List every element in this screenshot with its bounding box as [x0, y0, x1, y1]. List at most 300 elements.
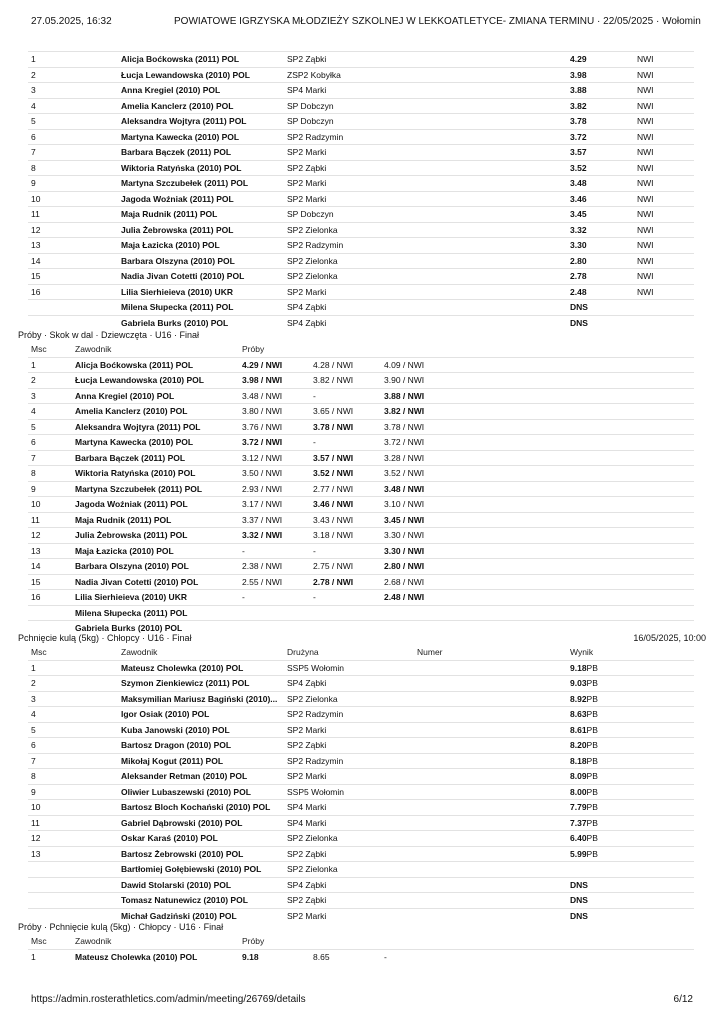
table-row: [28, 862, 694, 878]
place-cell: [28, 862, 118, 878]
athlete-name: Maja Rudnik (2011) POL: [72, 512, 239, 528]
athlete-name: Igor Osiak (2010) POL: [118, 707, 284, 723]
place-cell: 11: [28, 512, 72, 528]
place-cell: 4: [28, 404, 72, 420]
athlete-name: Amelia Kanclerz (2010) POL: [118, 98, 284, 114]
attempt-2: -: [310, 435, 381, 451]
place-cell: 9: [28, 481, 72, 497]
place-cell: [28, 315, 118, 330]
attempt-3: 3.78 / NWI: [381, 419, 452, 435]
athlete-name: Mateusz Cholewka (2010) POL: [118, 660, 284, 676]
team-cell: SP2 Ząbki: [284, 846, 414, 862]
place-cell: 13: [28, 543, 72, 559]
pb-badge: PB: [586, 848, 598, 859]
table-row: [28, 528, 694, 544]
result-cell: [567, 815, 694, 831]
spacer-cell: [452, 357, 694, 373]
spacer-cell: [452, 497, 694, 513]
place-cell: 8: [28, 160, 118, 176]
attempt-2: [310, 605, 381, 621]
table-header-row: [28, 342, 694, 357]
table-row: [28, 815, 694, 831]
attempt-3: 4.09 / NWI: [381, 357, 452, 373]
attempt-3: 3.48 / NWI: [381, 481, 452, 497]
athlete-name: Julia Żebrowska (2011) POL: [72, 528, 239, 544]
team-cell: SP2 Radzymin: [284, 753, 414, 769]
attempt-1: 9.18: [239, 949, 310, 964]
spacer-cell: [452, 512, 694, 528]
athlete-name: Nadia Jivan Cotetti (2010) POL: [72, 574, 239, 590]
attempt-2: 2.77 / NWI: [310, 481, 381, 497]
place-cell: 3: [28, 691, 118, 707]
table-row: [28, 753, 694, 769]
place-cell: 4: [28, 707, 118, 723]
athlete-name: Martyna Szczubełek (2011) POL: [72, 481, 239, 497]
place-cell: 3: [28, 388, 72, 404]
team-cell: SP2 Radzymin: [284, 707, 414, 723]
athlete-name: Julia Żebrowska (2011) POL: [118, 222, 284, 238]
result-cell: 2.78: [567, 269, 634, 285]
athlete-name: Alicja Boćkowska (2011) POL: [72, 357, 239, 373]
result-value: 8.20: [570, 740, 587, 750]
attempt-2: 3.18 / NWI: [310, 528, 381, 544]
column-header-place: Msc: [31, 936, 47, 946]
attempt-3: 3.90 / NWI: [381, 373, 452, 389]
table-row: [28, 300, 694, 316]
number-cell: [414, 846, 567, 862]
table-row: [28, 129, 694, 145]
attempt-1: 4.29 / NWI: [239, 357, 310, 373]
result-cell: [567, 831, 694, 847]
place-cell: 1: [28, 660, 118, 676]
page-header: [0, 16, 724, 30]
team-cell: SP2 Zielonka: [284, 269, 567, 285]
column-header-team: Drużyna: [287, 647, 319, 657]
place-cell: 2: [28, 373, 72, 389]
team-cell: SP4 Marki: [284, 815, 414, 831]
attempt-2: -: [310, 388, 381, 404]
table-row: [28, 52, 694, 68]
athlete-name: Aleksander Retman (2010) POL: [118, 769, 284, 785]
place-cell: 16: [28, 284, 118, 300]
spacer-cell: [452, 559, 694, 575]
attempt-3: 3.88 / NWI: [381, 388, 452, 404]
note-cell: NWI: [634, 52, 694, 68]
result-cell: [567, 738, 694, 754]
number-cell: [414, 908, 567, 923]
pb-badge: PB: [586, 755, 598, 766]
table-row: [28, 800, 694, 816]
table-row: [28, 388, 694, 404]
table-row: [28, 114, 694, 130]
result-value: DNS: [570, 895, 588, 905]
table-row: [28, 373, 694, 389]
table-row: [28, 676, 694, 692]
team-cell: SP Dobczyn: [284, 114, 567, 130]
place-cell: 4: [28, 98, 118, 114]
attempt-3: 3.28 / NWI: [381, 450, 452, 466]
place-cell: 14: [28, 559, 72, 575]
note-cell: NWI: [634, 98, 694, 114]
spacer-cell: [452, 404, 694, 420]
attempt-2: 3.43 / NWI: [310, 512, 381, 528]
team-cell: SP2 Marki: [284, 176, 567, 192]
result-cell: 3.30: [567, 238, 634, 254]
spacer-cell: [452, 590, 694, 606]
table-row: [28, 722, 694, 738]
place-cell: 13: [28, 846, 118, 862]
table-row: [28, 691, 694, 707]
place-cell: 1: [28, 52, 118, 68]
table-row: [28, 284, 694, 300]
attempt-1: 2.93 / NWI: [239, 481, 310, 497]
table-row: [28, 497, 694, 513]
result-value: 8.00: [570, 786, 587, 797]
attempt-1: -: [239, 543, 310, 559]
athlete-name: Mikołaj Kogut (2011) POL: [118, 753, 284, 769]
team-cell: SP2 Marki: [284, 722, 414, 738]
team-cell: SP4 Ząbki: [284, 315, 567, 330]
athlete-name: Dawid Stolarski (2010) POL: [118, 877, 284, 893]
result-cell: 3.45: [567, 207, 634, 223]
table-row: [28, 543, 694, 559]
table-row: [28, 908, 694, 923]
pb-badge: PB: [586, 693, 598, 704]
number-cell: [414, 831, 567, 847]
athlete-name: Aleksandra Wojtyra (2011) POL: [72, 419, 239, 435]
pb-badge: PB: [586, 740, 598, 750]
place-cell: [28, 908, 118, 923]
attempt-3: 3.30 / NWI: [381, 528, 452, 544]
table-row: [28, 222, 694, 238]
pb-badge: PB: [586, 817, 598, 828]
spacer-cell: [452, 388, 694, 404]
athlete-name: Milena Słupecka (2011) POL: [118, 300, 284, 316]
place-cell: 10: [28, 191, 118, 207]
team-cell: SP2 Zielonka: [284, 831, 414, 847]
table-row: [28, 98, 694, 114]
column-header-place: Msc: [31, 344, 47, 354]
athlete-name: Barbara Bączek (2011) POL: [72, 450, 239, 466]
attempt-1: 3.98 / NWI: [239, 373, 310, 389]
result-cell: 3.32: [567, 222, 634, 238]
spacer-cell: [452, 435, 694, 451]
athlete-name: Martyna Kawecka (2010) POL: [72, 435, 239, 451]
result-value: DNS: [570, 910, 588, 921]
attempt-2: 3.65 / NWI: [310, 404, 381, 420]
team-cell: SSP5 Wołomin: [284, 660, 414, 676]
note-cell: NWI: [634, 129, 694, 145]
athlete-name: Bartłomiej Gołębiewski (2010) POL: [118, 862, 284, 878]
athlete-name: Wiktoria Ratyńska (2010) POL: [72, 466, 239, 482]
team-cell: SP2 Zielonka: [284, 862, 414, 878]
athlete-name: Mateusz Cholewka (2010) POL: [72, 949, 239, 964]
attempt-1: 3.12 / NWI: [239, 450, 310, 466]
athlete-name: Nadia Jivan Cotetti (2010) POL: [118, 269, 284, 285]
pb-badge: PB: [586, 802, 598, 812]
place-cell: 15: [28, 269, 118, 285]
table-row: [28, 145, 694, 161]
table-row: [28, 357, 694, 373]
team-cell: SP4 Marki: [284, 83, 567, 99]
pb-badge: PB: [586, 724, 598, 735]
table-row: [28, 769, 694, 785]
team-cell: SP2 Marki: [284, 769, 414, 785]
shot-put-title: Pchnięcie kulą (5kg) · Chłopcy · U16 · Finał: [18, 633, 192, 643]
table-row: [28, 590, 694, 606]
place-cell: [28, 877, 118, 893]
attempt-1: 3.76 / NWI: [239, 419, 310, 435]
athlete-name: Gabriel Dąbrowski (2010) POL: [118, 815, 284, 831]
attempt-3: 3.45 / NWI: [381, 512, 452, 528]
note-cell: [634, 300, 694, 316]
table-row: [28, 67, 694, 83]
result-value: DNS: [570, 879, 588, 890]
athlete-name: Maja Łazicka (2010) POL: [72, 543, 239, 559]
number-cell: [414, 862, 567, 878]
table-row: [28, 269, 694, 285]
athlete-name: Bartosz Żebrowski (2010) POL: [118, 846, 284, 862]
place-cell: 16: [28, 590, 72, 606]
place-cell: 8: [28, 466, 72, 482]
pb-badge: PB: [586, 833, 598, 843]
result-cell: [567, 784, 694, 800]
result-cell: [567, 893, 694, 909]
table-row: [28, 707, 694, 723]
athlete-name: Alicja Boćkowska (2011) POL: [118, 52, 284, 68]
spacer-cell: [452, 528, 694, 544]
result-value: 8.09: [570, 771, 587, 781]
number-cell: [414, 738, 567, 754]
attempt-1: [239, 605, 310, 621]
athlete-name: Amelia Kanclerz (2010) POL: [72, 404, 239, 420]
result-cell: [567, 877, 694, 893]
attempt-3: 3.72 / NWI: [381, 435, 452, 451]
spacer-cell: [452, 450, 694, 466]
pb-badge: PB: [586, 786, 598, 797]
result-value: 9.03: [570, 678, 587, 688]
place-cell: 5: [28, 722, 118, 738]
number-cell: [414, 815, 567, 831]
table-row: [28, 253, 694, 269]
place-cell: 13: [28, 238, 118, 254]
shot-put-datetime: 16/05/2025, 10:00: [633, 633, 706, 643]
attempt-3: 2.48 / NWI: [381, 590, 452, 606]
pb-badge: PB: [586, 678, 598, 688]
team-cell: SP4 Ząbki: [284, 877, 414, 893]
table-row: [28, 238, 694, 254]
attempt-1: 3.32 / NWI: [239, 528, 310, 544]
place-cell: 9: [28, 176, 118, 192]
place-cell: 6: [28, 435, 72, 451]
place-cell: 5: [28, 114, 118, 130]
place-cell: 10: [28, 800, 118, 816]
table-row: [28, 574, 694, 590]
team-cell: SP2 Marki: [284, 191, 567, 207]
note-cell: NWI: [634, 222, 694, 238]
column-header-athlete: Zawodnik: [75, 344, 112, 354]
athlete-name: Kuba Janowski (2010) POL: [118, 722, 284, 738]
attempt-3: 3.82 / NWI: [381, 404, 452, 420]
attempt-1: 2.38 / NWI: [239, 559, 310, 575]
attempt-3: 3.30 / NWI: [381, 543, 452, 559]
note-cell: NWI: [634, 83, 694, 99]
result-cell: 3.57: [567, 145, 634, 161]
place-cell: 12: [28, 528, 72, 544]
column-header-attempts: Próby: [242, 344, 265, 354]
place-cell: [28, 893, 118, 909]
place-cell: 15: [28, 574, 72, 590]
result-cell: 2.80: [567, 253, 634, 269]
shot-put-results-table: [28, 645, 694, 923]
result-cell: DNS: [567, 300, 634, 316]
athlete-name: Michał Gadziński (2010) POL: [118, 908, 284, 923]
team-cell: SP4 Ząbki: [284, 676, 414, 692]
team-cell: SP2 Marki: [284, 908, 414, 923]
table-row: [28, 831, 694, 847]
athlete-name: Barbara Olszyna (2010) POL: [118, 253, 284, 269]
note-cell: NWI: [634, 238, 694, 254]
attempt-1: 2.55 / NWI: [239, 574, 310, 590]
page-footer: [0, 994, 724, 1008]
result-value: 8.18: [570, 755, 587, 766]
table-row: [28, 404, 694, 420]
table-row: [28, 784, 694, 800]
place-cell: 12: [28, 222, 118, 238]
result-cell: [567, 722, 694, 738]
athlete-name: Maksymilian Mariusz Bagiński (2010)...: [118, 691, 284, 707]
pb-badge: PB: [586, 771, 598, 781]
result-cell: [567, 676, 694, 692]
note-cell: NWI: [634, 191, 694, 207]
table-row: [28, 605, 694, 621]
page-url: https://admin.rosterathletics.com/admin/meeting/26769/details: [31, 994, 306, 1005]
table-row: [28, 877, 694, 893]
table-row: [28, 481, 694, 497]
result-cell: 3.52: [567, 160, 634, 176]
result-cell: DNS: [567, 315, 634, 330]
note-cell: NWI: [634, 114, 694, 130]
result-cell: [567, 800, 694, 816]
note-cell: NWI: [634, 67, 694, 83]
column-header-athlete: Zawodnik: [121, 647, 158, 657]
attempt-1: [239, 621, 310, 636]
result-cell: 3.78: [567, 114, 634, 130]
table-row: [28, 738, 694, 754]
team-cell: SP2 Zielonka: [284, 691, 414, 707]
athlete-name: Gabriela Burks (2010) POL: [118, 315, 284, 330]
athlete-name: Anna Kregiel (2010) POL: [72, 388, 239, 404]
result-cell: 4.29: [567, 52, 634, 68]
spacer-cell: [452, 373, 694, 389]
athlete-name: Jagoda Woźniak (2011) POL: [72, 497, 239, 513]
result-value: 7.79: [570, 802, 587, 812]
team-cell: SP2 Radzymin: [284, 238, 567, 254]
athlete-name: Łucja Lewandowska (2010) POL: [72, 373, 239, 389]
attempt-2: -: [310, 543, 381, 559]
attempt-3: [381, 621, 452, 636]
athlete-name: Barbara Olszyna (2010) POL: [72, 559, 239, 575]
result-cell: 3.48: [567, 176, 634, 192]
athlete-name: Maja Rudnik (2011) POL: [118, 207, 284, 223]
place-cell: 6: [28, 738, 118, 754]
athlete-name: Barbara Bączek (2011) POL: [118, 145, 284, 161]
athlete-name: Bartosz Dragon (2010) POL: [118, 738, 284, 754]
result-cell: 3.98: [567, 67, 634, 83]
attempt-2: 2.75 / NWI: [310, 559, 381, 575]
place-cell: 1: [28, 357, 72, 373]
result-value: 7.37: [570, 817, 587, 828]
number-cell: [414, 769, 567, 785]
place-cell: 7: [28, 753, 118, 769]
number-cell: [414, 877, 567, 893]
place-cell: 2: [28, 676, 118, 692]
athlete-name: Lilia Sierhieieva (2010) UKR: [72, 590, 239, 606]
team-cell: SP4 Marki: [284, 800, 414, 816]
column-header-place: Msc: [31, 647, 47, 657]
table-row: [28, 419, 694, 435]
place-cell: [28, 300, 118, 316]
attempt-2: 3.78 / NWI: [310, 419, 381, 435]
place-cell: 12: [28, 831, 118, 847]
table-row: [28, 176, 694, 192]
table-header-row: [28, 934, 694, 949]
number-cell: [414, 660, 567, 676]
place-cell: 2: [28, 67, 118, 83]
pb-badge: PB: [586, 662, 598, 673]
result-value: 6.40: [570, 833, 587, 843]
result-cell: 3.88: [567, 83, 634, 99]
attempt-2: [310, 621, 381, 636]
shot-put-attempts-table: [28, 934, 694, 964]
note-cell: NWI: [634, 269, 694, 285]
place-cell: 14: [28, 253, 118, 269]
athlete-name: Bartosz Bloch Kochański (2010) POL: [118, 800, 284, 816]
place-cell: 7: [28, 450, 72, 466]
athlete-name: Oskar Karaś (2010) POL: [118, 831, 284, 847]
athlete-name: Szymon Zienkiewicz (2011) POL: [118, 676, 284, 692]
note-cell: NWI: [634, 253, 694, 269]
attempt-2: 3.46 / NWI: [310, 497, 381, 513]
table-header-row: [28, 645, 694, 660]
table-row: [28, 160, 694, 176]
athlete-name: Martyna Kawecka (2010) POL: [118, 129, 284, 145]
team-cell: SP2 Zielonka: [284, 253, 567, 269]
table-row: [28, 512, 694, 528]
athlete-name: Martyna Szczubełek (2011) POL: [118, 176, 284, 192]
result-cell: [567, 660, 694, 676]
result-cell: 3.82: [567, 98, 634, 114]
place-cell: 3: [28, 83, 118, 99]
attempt-2: 3.57 / NWI: [310, 450, 381, 466]
spacer-cell: [452, 949, 694, 964]
athlete-name: Aleksandra Wojtyra (2011) POL: [118, 114, 284, 130]
team-cell: SP2 Ząbki: [284, 160, 567, 176]
number-cell: [414, 753, 567, 769]
number-cell: [414, 707, 567, 723]
athlete-name: Wiktoria Ratyńska (2010) POL: [118, 160, 284, 176]
note-cell: NWI: [634, 145, 694, 161]
long-jump-attempts-title: Próby · Skok w dal · Dziewczęta · U16 · Finał: [18, 330, 200, 340]
team-cell: SSP5 Wołomin: [284, 784, 414, 800]
result-cell: [567, 846, 694, 862]
number-cell: [414, 784, 567, 800]
attempt-2: 2.78 / NWI: [310, 574, 381, 590]
table-row: [28, 207, 694, 223]
result-cell: [567, 691, 694, 707]
attempt-3: [381, 605, 452, 621]
attempt-1: 3.48 / NWI: [239, 388, 310, 404]
